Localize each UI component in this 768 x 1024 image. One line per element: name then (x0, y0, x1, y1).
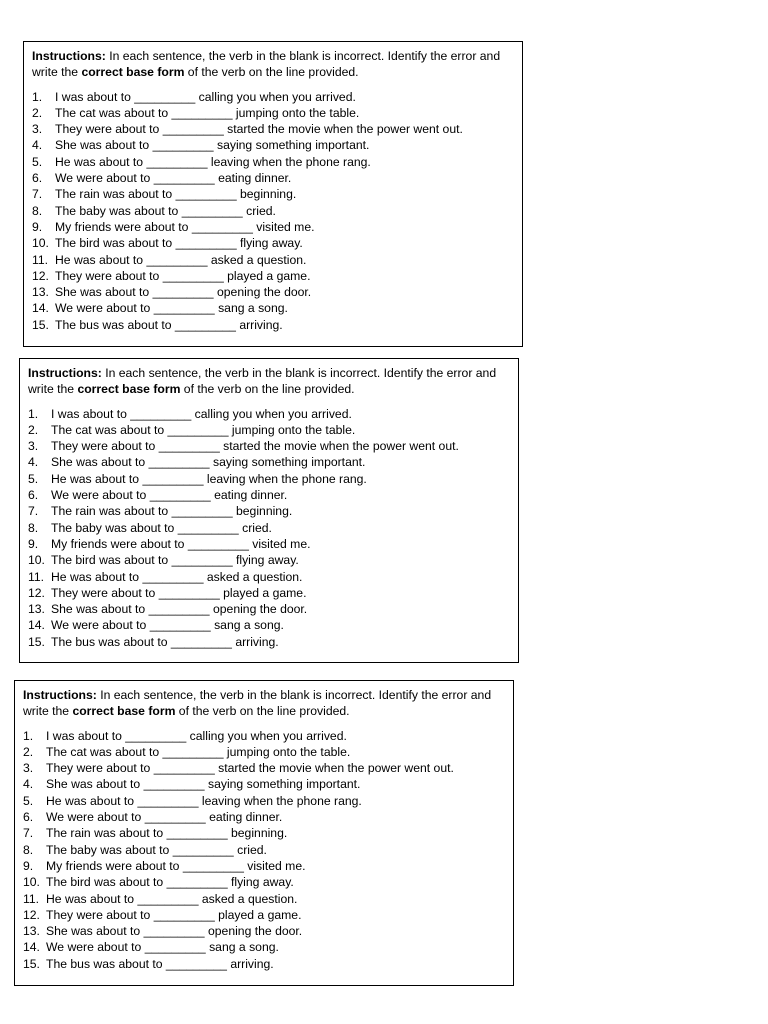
question-number: 10. (23, 875, 40, 890)
question-item (32, 235, 514, 251)
question-text-after: calling you when you arrived. (186, 728, 347, 743)
question-text-after: jumping onto the table. (232, 105, 360, 120)
question-sentence (55, 186, 296, 202)
instructions-emphasis: correct base form (77, 382, 181, 397)
question-text-before: We were about to (55, 301, 154, 316)
question-item (32, 137, 514, 153)
question-item (23, 874, 505, 890)
question-item (28, 552, 510, 568)
question-sentence (51, 601, 307, 617)
answer-blank[interactable]: _________ (175, 187, 237, 202)
question-text-before: The rain was about to (46, 826, 167, 841)
question-number: 9. (28, 536, 39, 551)
answer-blank[interactable]: _________ (153, 907, 215, 922)
question-number: 10. (28, 553, 45, 568)
question-item (28, 503, 510, 519)
question-list (32, 89, 514, 333)
question-text-before: He was about to (51, 569, 143, 584)
question-sentence (46, 874, 294, 890)
question-text-after: flying away. (227, 875, 294, 890)
question-number: 13. (23, 924, 40, 939)
question-text-before: My friends were about to (51, 536, 188, 551)
instructions-text: of the verb on the line provided. (180, 382, 355, 397)
question-item (32, 186, 514, 202)
question-item (23, 809, 505, 825)
question-number: 8. (32, 203, 43, 218)
instructions-label: Instructions: (28, 366, 102, 380)
answer-blank[interactable]: _________ (162, 268, 224, 283)
question-text-after: asked a question. (207, 252, 307, 267)
question-text-after: jumping onto the table. (228, 422, 356, 437)
answer-blank[interactable]: _________ (171, 553, 233, 568)
question-number: 4. (23, 777, 34, 792)
question-text-after: eating dinner. (214, 171, 292, 186)
answer-blank[interactable]: _________ (170, 634, 232, 649)
question-number: 5. (23, 793, 34, 808)
question-number: 12. (23, 907, 40, 922)
question-text-after: arriving. (235, 317, 283, 332)
instructions-text: of the verb on the line provided. (175, 704, 350, 719)
question-number: 14. (32, 301, 49, 316)
question-sentence (55, 203, 276, 219)
question-text-before: She was about to (51, 455, 149, 470)
question-text-after: visited me. (248, 536, 311, 551)
question-sentence (51, 569, 302, 585)
question-text-before: The cat was about to (51, 422, 168, 437)
question-item (28, 520, 510, 536)
question-sentence (55, 105, 359, 121)
question-sentence (55, 89, 356, 105)
question-item (23, 956, 505, 972)
question-number: 7. (32, 187, 43, 202)
instructions-label: Instructions: (32, 49, 106, 63)
worksheet-card (19, 358, 519, 663)
question-sentence (55, 219, 315, 235)
question-number: 11. (23, 891, 40, 906)
question-number: 2. (28, 422, 39, 437)
answer-blank[interactable]: _________ (148, 455, 210, 470)
question-text-after: beginning. (227, 826, 288, 841)
question-list (28, 406, 510, 650)
answer-blank[interactable]: _________ (153, 301, 215, 316)
question-number: 3. (28, 439, 39, 454)
question-item (23, 907, 505, 923)
question-item (28, 569, 510, 585)
question-text-before: The bus was about to (51, 634, 171, 649)
question-text-after: played a game. (219, 585, 307, 600)
question-text-after: opening the door. (209, 602, 308, 617)
question-item (23, 744, 505, 760)
question-text-after: saying something important. (209, 455, 366, 470)
question-text-before: The bird was about to (51, 553, 172, 568)
answer-blank[interactable]: _________ (175, 236, 237, 251)
question-text-after: beginning. (236, 187, 297, 202)
question-text-before: She was about to (51, 602, 149, 617)
question-sentence (55, 137, 369, 153)
answer-blank[interactable]: _________ (137, 891, 199, 906)
question-text-after: saying something important. (213, 138, 370, 153)
question-sentence (55, 154, 371, 170)
answer-blank[interactable]: _________ (165, 956, 227, 971)
question-number: 13. (32, 285, 49, 300)
question-text-before: The baby was about to (51, 520, 178, 535)
question-number: 4. (32, 138, 43, 153)
answer-blank[interactable]: _________ (174, 317, 236, 332)
question-number: 9. (23, 858, 34, 873)
question-sentence (55, 268, 310, 284)
question-text-after: opening the door. (213, 285, 312, 300)
question-number: 13. (28, 602, 45, 617)
question-item (32, 203, 514, 219)
question-item (28, 634, 510, 650)
question-sentence (51, 471, 367, 487)
question-text-before: I was about to (55, 89, 135, 104)
question-text-after: cried. (233, 842, 267, 857)
answer-blank[interactable]: _________ (149, 618, 211, 633)
answer-blank[interactable]: _________ (162, 122, 224, 137)
question-text-before: The rain was about to (51, 504, 172, 519)
answer-blank[interactable]: _________ (148, 602, 210, 617)
question-text-before: I was about to (46, 728, 126, 743)
question-text-before: They were about to (46, 907, 154, 922)
question-text-after: started the movie when the power went out. (214, 761, 454, 776)
question-sentence (55, 235, 303, 251)
question-number: 11. (28, 569, 45, 584)
answer-blank[interactable]: _________ (171, 504, 233, 519)
question-text-before: The rain was about to (55, 187, 176, 202)
answer-blank[interactable]: _________ (149, 488, 211, 503)
answer-blank[interactable]: _________ (166, 826, 228, 841)
question-item (28, 487, 510, 503)
question-number: 4. (28, 455, 39, 470)
answer-blank[interactable]: _________ (144, 810, 206, 825)
question-number: 12. (28, 585, 45, 600)
question-text-after: arriving. (226, 956, 274, 971)
question-number: 5. (28, 471, 39, 486)
answer-blank[interactable]: _________ (143, 924, 205, 939)
question-text-before: They were about to (51, 439, 159, 454)
question-number: 9. (32, 219, 43, 234)
answer-blank[interactable]: _________ (167, 422, 229, 437)
question-text-before: She was about to (46, 777, 144, 792)
question-text-before: She was about to (55, 138, 153, 153)
question-sentence (46, 858, 306, 874)
answer-blank[interactable]: _________ (125, 728, 187, 743)
question-item (32, 300, 514, 316)
answer-blank[interactable]: _________ (153, 761, 215, 776)
question-sentence (51, 406, 352, 422)
instructions-text: In each sentence, the verb in the blank is incorrect. Identify the error and write the (32, 49, 501, 80)
question-item (28, 422, 510, 438)
question-text-before: They were about to (55, 122, 163, 137)
instructions (32, 48, 514, 81)
question-text-after: leaving when the phone rang. (207, 154, 371, 169)
question-text-before: They were about to (46, 761, 154, 776)
question-text-before: She was about to (55, 285, 153, 300)
question-sentence (46, 776, 360, 792)
question-text-before: The bus was about to (55, 317, 175, 332)
instructions-emphasis: correct base form (72, 704, 176, 719)
question-text-after: cried. (242, 203, 276, 218)
question-sentence (51, 536, 311, 552)
answer-blank[interactable]: _________ (143, 777, 205, 792)
question-item (32, 219, 514, 235)
question-item (23, 923, 505, 939)
question-text-before: My friends were about to (46, 858, 183, 873)
question-item (23, 842, 505, 858)
question-number: 15. (23, 956, 40, 971)
question-text-before: We were about to (51, 488, 150, 503)
question-text-after: sang a song. (214, 301, 288, 316)
question-sentence (46, 939, 279, 955)
question-number: 6. (32, 171, 43, 186)
question-text-before: We were about to (46, 940, 145, 955)
question-text-before: They were about to (51, 585, 159, 600)
question-number: 14. (23, 940, 40, 955)
question-text-before: We were about to (46, 810, 145, 825)
question-text-before: The cat was about to (46, 744, 163, 759)
answer-blank[interactable]: _________ (142, 471, 204, 486)
question-item (32, 268, 514, 284)
question-item (23, 939, 505, 955)
question-sentence (55, 300, 288, 316)
question-list (23, 728, 505, 972)
question-sentence (55, 170, 291, 186)
question-text-before: The baby was about to (46, 842, 173, 857)
question-item (23, 728, 505, 744)
question-sentence (46, 842, 267, 858)
question-text-after: asked a question. (203, 569, 303, 584)
question-sentence (55, 284, 311, 300)
question-number: 7. (23, 826, 34, 841)
question-sentence (51, 585, 306, 601)
question-text-after: arriving. (231, 634, 279, 649)
question-item (28, 617, 510, 633)
question-text-after: calling you when you arrived. (191, 406, 352, 421)
question-item (32, 105, 514, 121)
question-text-after: played a game. (214, 907, 302, 922)
question-text-before: My friends were about to (55, 219, 192, 234)
answer-blank[interactable]: _________ (137, 793, 199, 808)
answer-blank[interactable]: _________ (152, 138, 214, 153)
question-item (23, 891, 505, 907)
answer-blank[interactable]: _________ (191, 219, 253, 234)
question-sentence (46, 728, 347, 744)
instructions-text: of the verb on the line provided. (184, 65, 359, 80)
question-number: 2. (32, 105, 43, 120)
question-text-after: cried. (238, 520, 272, 535)
instructions (23, 687, 505, 720)
question-text-after: visited me. (252, 219, 315, 234)
question-sentence (55, 121, 463, 137)
question-text-after: sang a song. (205, 940, 279, 955)
question-number: 3. (23, 761, 34, 776)
question-item (23, 793, 505, 809)
answer-blank[interactable]: _________ (146, 252, 208, 267)
answer-blank[interactable]: _________ (162, 744, 224, 759)
question-item (23, 858, 505, 874)
question-text-after: played a game. (223, 268, 311, 283)
question-number: 7. (28, 504, 39, 519)
question-sentence (51, 487, 287, 503)
question-text-after: flying away. (236, 236, 303, 251)
question-sentence (51, 438, 459, 454)
answer-blank[interactable]: _________ (130, 406, 192, 421)
question-sentence (46, 744, 350, 760)
question-text-before: He was about to (46, 891, 138, 906)
question-item (28, 601, 510, 617)
answer-blank[interactable]: _________ (144, 940, 206, 955)
question-item (32, 121, 514, 137)
question-number: 3. (32, 122, 43, 137)
question-sentence (51, 617, 284, 633)
worksheet-card (14, 680, 514, 986)
question-text-before: We were about to (51, 618, 150, 633)
question-sentence (55, 252, 306, 268)
question-text-after: started the movie when the power went out. (223, 122, 463, 137)
question-text-after: leaving when the phone rang. (203, 471, 367, 486)
question-text-before: We were about to (55, 171, 154, 186)
question-sentence (46, 956, 274, 972)
question-text-after: beginning. (232, 504, 293, 519)
question-number: 8. (28, 520, 39, 535)
question-number: 14. (28, 618, 45, 633)
instructions-emphasis: correct base form (81, 65, 185, 80)
question-item (23, 776, 505, 792)
question-item (32, 154, 514, 170)
question-text-before: The cat was about to (55, 105, 172, 120)
question-number: 10. (32, 236, 49, 251)
question-item (23, 760, 505, 776)
question-text-before: She was about to (46, 924, 144, 939)
question-item (32, 317, 514, 333)
answer-blank[interactable]: _________ (166, 875, 228, 890)
answer-blank[interactable]: _________ (181, 203, 243, 218)
question-item (28, 406, 510, 422)
question-item (28, 471, 510, 487)
question-text-after: asked a question. (198, 891, 298, 906)
question-item (28, 454, 510, 470)
question-item (32, 89, 514, 105)
answer-blank[interactable]: _________ (158, 585, 220, 600)
question-item (28, 536, 510, 552)
question-number: 15. (32, 317, 49, 332)
question-item (28, 438, 510, 454)
answer-blank[interactable]: _________ (182, 858, 244, 873)
question-item (23, 825, 505, 841)
question-number: 15. (28, 634, 45, 649)
question-item (32, 170, 514, 186)
answer-blank[interactable]: _________ (152, 285, 214, 300)
question-item (32, 252, 514, 268)
question-number: 5. (32, 154, 43, 169)
question-number: 1. (23, 728, 34, 743)
question-sentence (51, 503, 292, 519)
question-sentence (46, 923, 302, 939)
question-text-before: The bird was about to (46, 875, 167, 890)
question-text-after: leaving when the phone rang. (198, 793, 362, 808)
worksheet-card (23, 41, 523, 347)
question-number: 6. (23, 810, 34, 825)
question-text-after: calling you when you arrived. (195, 89, 356, 104)
question-text-before: He was about to (46, 793, 138, 808)
question-text-after: flying away. (232, 553, 299, 568)
question-sentence (46, 825, 287, 841)
question-text-after: eating dinner. (205, 810, 283, 825)
question-text-after: saying something important. (204, 777, 361, 792)
question-text-before: The bird was about to (55, 236, 176, 251)
question-sentence (51, 520, 272, 536)
answer-blank[interactable]: _________ (153, 171, 215, 186)
question-text-after: eating dinner. (210, 488, 288, 503)
question-item (32, 284, 514, 300)
question-text-before: He was about to (55, 252, 147, 267)
question-text-before: The baby was about to (55, 203, 182, 218)
question-number: 1. (28, 406, 39, 421)
question-text-before: They were about to (55, 268, 163, 283)
question-number: 2. (23, 744, 34, 759)
answer-blank[interactable]: _________ (171, 105, 233, 120)
question-text-before: The bus was about to (46, 956, 166, 971)
question-text-before: I was about to (51, 406, 131, 421)
question-item (28, 585, 510, 601)
question-sentence (46, 760, 454, 776)
answer-blank[interactable]: _________ (146, 154, 208, 169)
question-sentence (55, 317, 283, 333)
instructions (28, 365, 510, 398)
answer-blank[interactable]: _________ (142, 569, 204, 584)
answer-blank[interactable]: _________ (158, 439, 220, 454)
question-text-after: opening the door. (204, 924, 303, 939)
question-sentence (46, 891, 297, 907)
question-text-after: started the movie when the power went out. (219, 439, 459, 454)
question-sentence (51, 634, 279, 650)
question-sentence (51, 454, 365, 470)
instructions-label: Instructions: (23, 688, 97, 702)
question-number: 12. (32, 268, 49, 283)
question-sentence (46, 793, 362, 809)
question-text-before: He was about to (55, 154, 147, 169)
question-text-after: visited me. (243, 858, 306, 873)
answer-blank[interactable]: _________ (134, 89, 196, 104)
question-number: 11. (32, 252, 49, 267)
question-sentence (51, 552, 299, 568)
question-number: 6. (28, 488, 39, 503)
answer-blank[interactable]: _________ (177, 520, 239, 535)
question-text-after: jumping onto the table. (223, 744, 351, 759)
answer-blank[interactable]: _________ (172, 842, 234, 857)
question-number: 1. (32, 89, 43, 104)
question-text-before: He was about to (51, 471, 143, 486)
question-text-after: sang a song. (210, 618, 284, 633)
answer-blank[interactable]: _________ (187, 536, 249, 551)
question-sentence (46, 809, 282, 825)
instructions-text: In each sentence, the verb in the blank is incorrect. Identify the error and write the (28, 366, 497, 397)
question-sentence (46, 907, 301, 923)
question-number: 8. (23, 842, 34, 857)
question-sentence (51, 422, 355, 438)
instructions-text: In each sentence, the verb in the blank is incorrect. Identify the error and write the (23, 688, 492, 719)
